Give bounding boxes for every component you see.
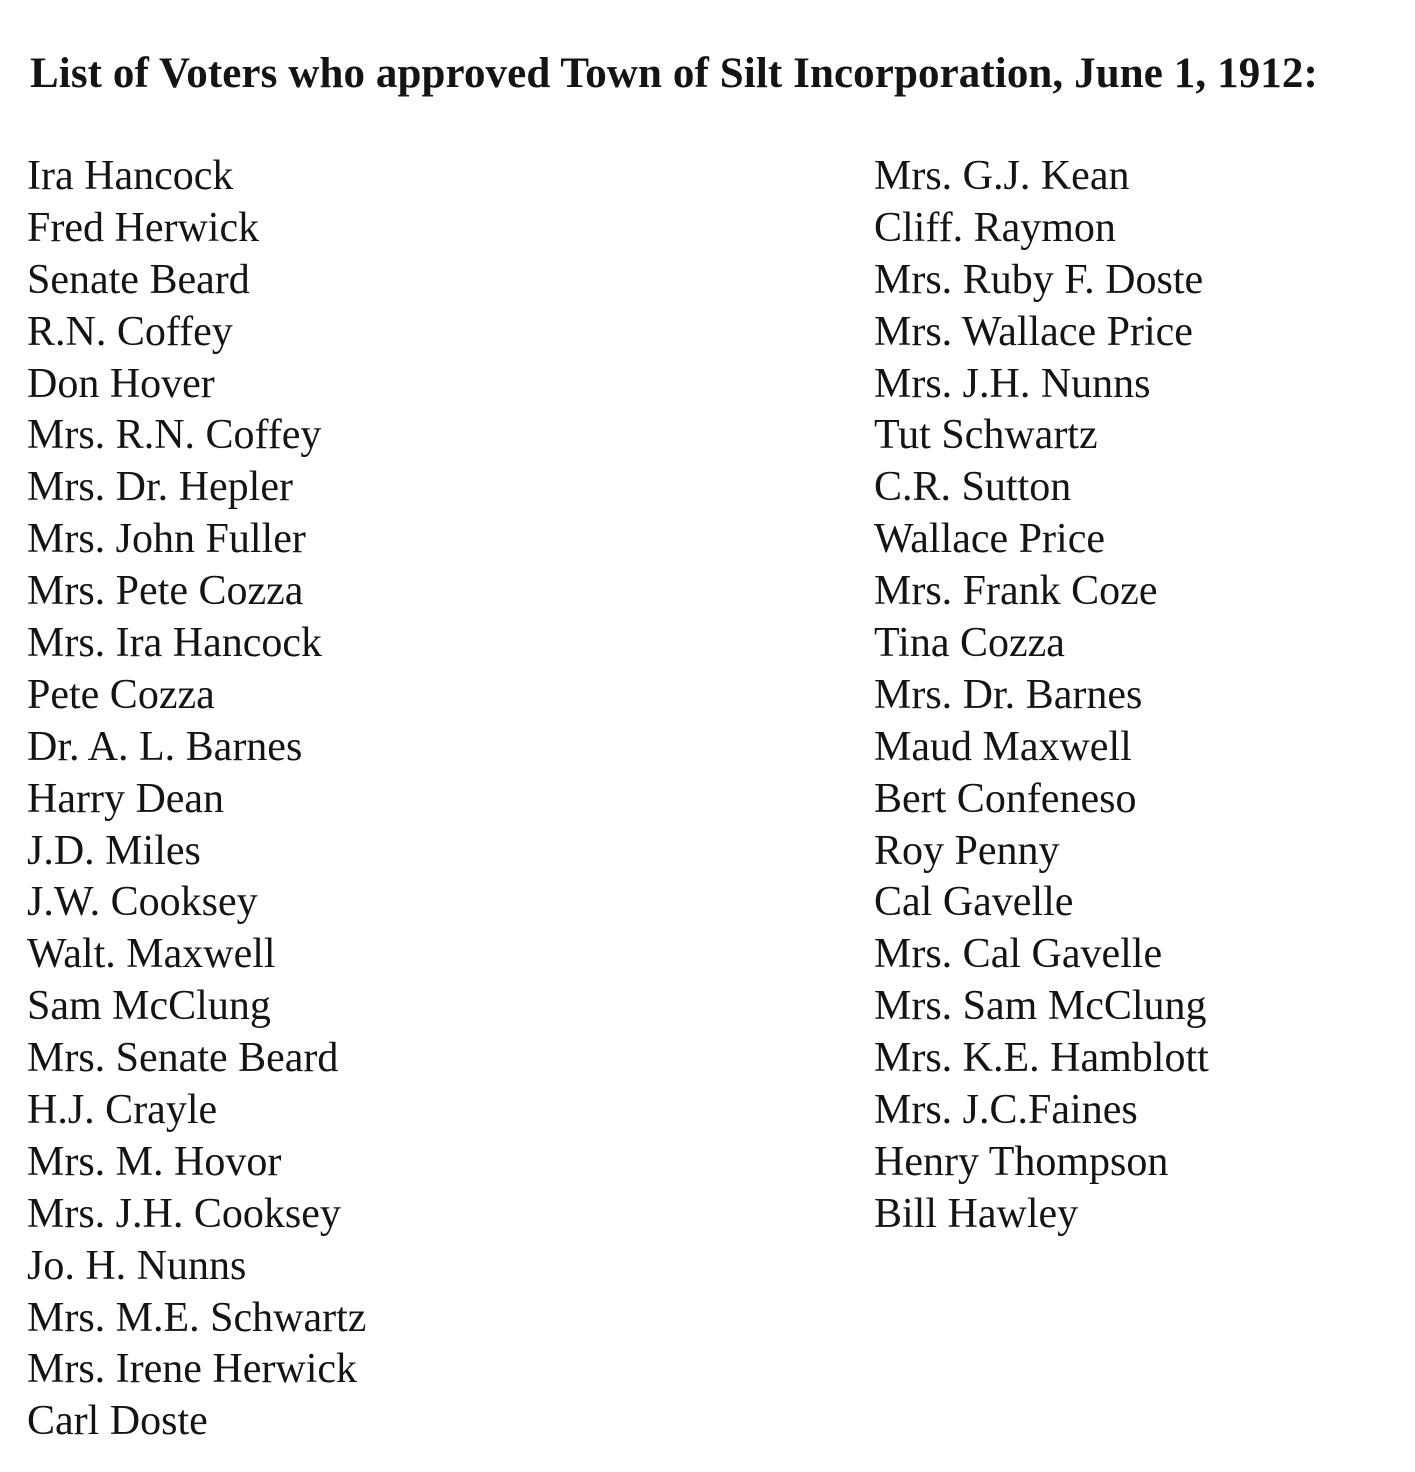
voter-name: R.N. Coffey (27, 308, 233, 355)
voter-name: C.R. Sutton (874, 464, 1072, 511)
voter-name: Mrs. M.E. Schwartz (27, 1294, 367, 1341)
voter-name: Don Hover (27, 360, 215, 407)
voter-list-left (27, 151, 366, 1448)
voter-name: Mrs. Irene Herwick (27, 1346, 358, 1393)
voter-name: H.J. Crayle (27, 1087, 218, 1134)
voter-name: Mrs. Frank Coze (874, 568, 1158, 615)
voter-name: Bill Hawley (874, 1190, 1079, 1237)
voter-name: Cliff. Raymon (874, 204, 1116, 251)
voter-name: Mrs. John Fuller (27, 516, 306, 563)
voter-name: Mrs. Dr. Barnes (874, 671, 1143, 718)
voter-name: Mrs. J.H. Cooksey (27, 1190, 341, 1237)
voter-name: Mrs. Ira Hancock (27, 620, 323, 667)
voter-name: Mrs. K.E. Hamblott (874, 1035, 1209, 1082)
voter-name: Mrs. Dr. Hepler (27, 464, 293, 511)
voter-name: J.W. Cooksey (27, 879, 258, 926)
voter-name: Mrs. J.C.Faines (874, 1087, 1138, 1134)
voter-name: Sam McClung (27, 983, 271, 1030)
voter-name: Mrs. Cal Gavelle (874, 931, 1163, 978)
voter-name: Maud Maxwell (874, 723, 1132, 770)
voter-name: Harry Dean (27, 775, 225, 822)
voter-name: Mrs. G.J. Kean (874, 153, 1130, 199)
voter-name: Mrs. Ruby F. Doste (874, 256, 1204, 303)
voter-name: Roy Penny (874, 827, 1060, 874)
voter-name: Mrs. M. Hovor (27, 1138, 282, 1185)
voter-name: Fred Herwick (27, 204, 260, 251)
voter-name: Mrs. Wallace Price (874, 308, 1193, 355)
voter-name: Tut Schwartz (874, 412, 1098, 459)
voter-name: Mrs. Sam McClung (874, 983, 1207, 1030)
document-title: List of Voters who approved Town of Silt Incorporation, June 1, 1912: (30, 50, 1318, 97)
voter-name: Pete Cozza (27, 671, 215, 718)
voter-name: Mrs. J.H. Nunns (874, 360, 1151, 407)
voter-list-right (874, 151, 1209, 1241)
voter-name: Ira Hancock (27, 153, 234, 199)
voter-name: Mrs. Pete Cozza (27, 568, 304, 615)
voter-name: Henry Thompson (874, 1138, 1169, 1185)
voter-name: Jo. H. Nunns (27, 1242, 247, 1289)
voter-name: Bert Confeneso (874, 775, 1137, 822)
voter-name: Wallace Price (874, 516, 1105, 563)
voter-name: J.D. Miles (27, 827, 201, 874)
voter-name: Mrs. R.N. Coffey (27, 412, 322, 459)
voter-name: Mrs. Senate Beard (27, 1035, 339, 1082)
voter-name: Senate Beard (27, 256, 250, 303)
voter-name: Carl Doste (27, 1398, 208, 1445)
voter-name: Cal Gavelle (874, 879, 1074, 926)
voter-name: Walt. Maxwell (27, 931, 276, 978)
voter-name: Dr. A. L. Barnes (27, 723, 303, 770)
voter-name: Tina Cozza (874, 620, 1065, 667)
